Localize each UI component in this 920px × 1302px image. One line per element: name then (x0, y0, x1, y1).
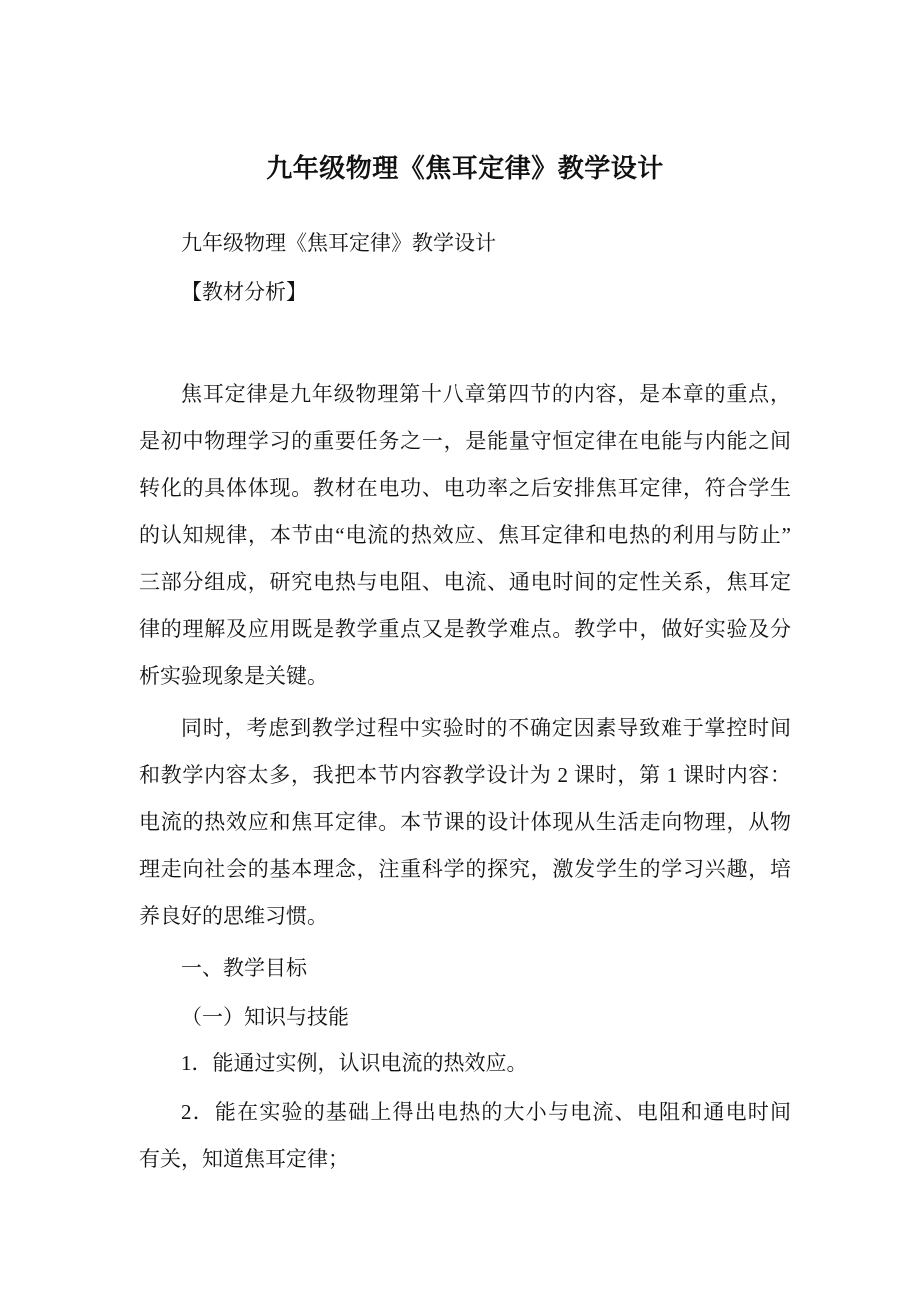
text-line: 律的理解及应用既是教学重点又是教学难点。教学中，做好实验及分 (139, 617, 791, 641)
text-line: 有关，知道焦耳定律； (139, 1147, 349, 1171)
text-line: 三部分组成，研究电热与电阻、电流、通电时间的定性关系，焦耳定 (139, 570, 791, 594)
heading-knowledge-skills: （一）知识与技能 (181, 1005, 349, 1029)
paragraph-material-analysis-1 (139, 371, 791, 700)
document-subtitle: 九年级物理《焦耳定律》教学设计 (181, 231, 496, 255)
text-line: 养良好的思维习惯。 (139, 904, 328, 928)
list-item-2 (139, 1089, 791, 1183)
text-line: 电流的热效应和焦耳定律。本节课的设计体现从生活走向物理，从物 (139, 810, 791, 834)
text-line: 析实验现象是关键。 (139, 664, 328, 688)
paragraph-material-analysis-2 (139, 705, 791, 940)
text-line: 转化的具体体现。教材在电功、电功率之后安排焦耳定律，符合学生 (139, 476, 791, 500)
text-line: 理走向社会的基本理念，注重科学的探究，激发学生的学习兴趣，培 (139, 857, 791, 881)
text-line: 的认知规律，本节由“电流的热效应、焦耳定律和电热的利用与防止” (139, 523, 791, 547)
document-title: 九年级物理《焦耳定律》教学设计 (266, 153, 664, 183)
text-line: 同时，考虑到教学过程中实验时的不确定因素导致难于掌控时间 (181, 716, 791, 740)
text-line: 是初中物理学习的重要任务之一，是能量守恒定律在电能与内能之间 (139, 429, 791, 453)
text-line: 和教学内容太多，我把本节内容教学设计为 2 课时，第 1 课时内容： (139, 763, 791, 787)
section-heading-material-analysis: 【教材分析】 (181, 280, 307, 304)
text-line: 焦耳定律是九年级物理第十八章第四节的内容，是本章的重点， (181, 382, 791, 406)
list-item-1 (139, 1040, 791, 1087)
text-line: 1．能通过实例，认识电流的热效应。 (181, 1051, 528, 1075)
text-line: 2．能在实验的基础上得出电热的大小与电流、电阻和通电时间 (181, 1100, 791, 1124)
heading-teaching-objectives: 一、教学目标 (181, 956, 307, 980)
